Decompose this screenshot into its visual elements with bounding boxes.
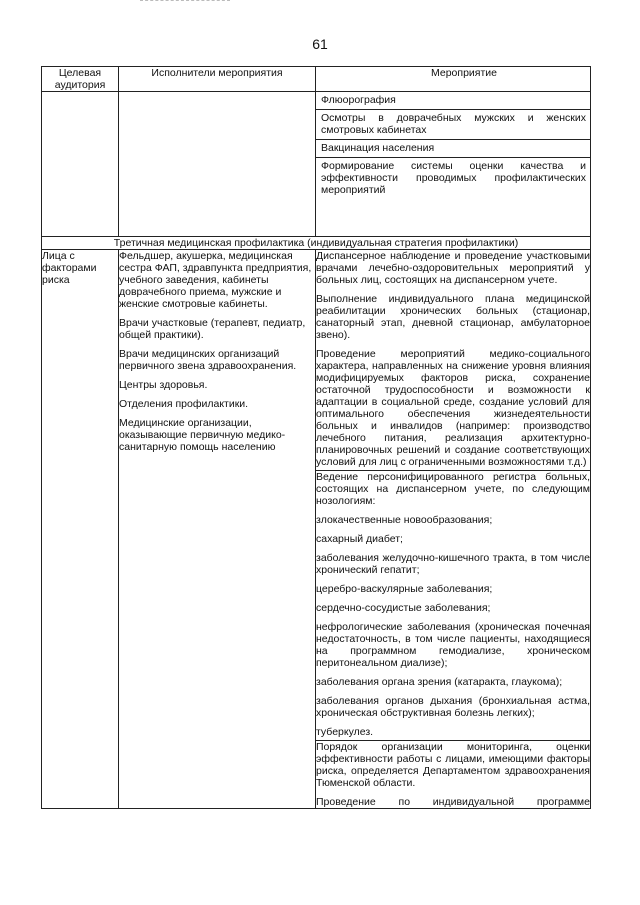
risk-audience: Лица с факторами риска [42, 250, 119, 809]
risk-group-row [42, 250, 591, 471]
registry-item: заболевания желудочно-кишечного тракта, в том числе хронический гепатит; [316, 552, 590, 576]
activity-item: Выполнение индивидуального плана медицинской реабилитации хронических больных (стационар, санаторный этап, дневной стационар, амбулаторное звено). [316, 293, 590, 341]
scan-artifact [140, 0, 230, 5]
activities-block-2 [316, 741, 591, 809]
registry-item: Ведение персонифицированного регистра больных, состоящих на диспансерном учете, по следующим нозологиям: [316, 471, 590, 507]
section-title: Третичная медицинская профилактика (индивидуальная стратегия профилактики) [42, 237, 591, 250]
registry-item: туберкулез. [316, 726, 374, 738]
section-row [42, 237, 591, 250]
continued-target-cell [42, 92, 119, 237]
table-header-row [42, 67, 591, 92]
activity-item: Порядок организации мониторинга, оценки эффективности работы с лицами, имеющими факторы риска, определяется Департаментом здравоохранения Тюменской области. [316, 741, 590, 789]
activity-item: Проведение по индивидуальной программе [316, 796, 590, 808]
continued-activities-cell [316, 92, 591, 237]
registry-item: нефрологические заболевания (хроническая почечная недостаточность, в том числе пациенты, находящиеся на программном гемодиализе, хроническом перитонеальном диализе); [316, 621, 590, 669]
registry-block [316, 471, 591, 741]
header-activity: Мероприятие [316, 67, 591, 92]
executor-item: Центры здоровья. [119, 379, 208, 391]
header-target: Целевая аудитория [42, 67, 119, 92]
registry-item: злокачественные новообразования; [316, 514, 493, 526]
page-number: 61 [312, 36, 328, 52]
executor-item: Врачи медицинских организаций первичного звена здравоохранения. [119, 348, 297, 372]
activity-item: Диспансерное наблюдение и проведение участковыми врачами лечебно-оздоровительных мероприятий у больных лиц, состоящих на диспансерном учете. [316, 250, 590, 286]
header-executors: Исполнители мероприятия [119, 67, 316, 92]
activity-item: Флюорография [321, 94, 396, 106]
registry-item: заболевания органов дыхания (бронхиальная астма, хроническая обструктивная болезнь легких); [316, 695, 590, 719]
registry-item: сахарный диабет; [316, 533, 403, 545]
risk-executors-cell [119, 250, 316, 809]
activity-item: Проведение мероприятий медико-социального характера, направленных на снижение уровня влияния модифицируемых факторов риска, сохранение остаточной трудоспособности и возможности к адаптации в социальной среде, создание условий для оптимального обеспечения жизнедеятельности больных и инвалидов (например: производство лечебного питания, реализация архитектурно-планировочных решений и создание соответствующих условий для лиц с ограниченными возможностями т.д.) [316, 348, 590, 468]
executor-item: Медицинские организации, оказывающие первичную медико-санитарную помощь населению [119, 417, 286, 453]
continued-row [42, 92, 591, 237]
executor-item: Отделения профилактики. [119, 398, 249, 410]
prevention-table [41, 66, 591, 809]
activity-item: Осмотры в доврачебных мужских и женских смотровых кабинетах [315, 109, 590, 139]
registry-item: заболевания органа зрения (катаракта, глаукома); [316, 676, 563, 688]
activities-block-1 [316, 250, 591, 471]
registry-item: сердечно-сосудистые заболевания; [316, 602, 491, 614]
executor-item: Врачи участковые (терапевт, педиатр, общей практики). [119, 317, 306, 341]
registry-item: церебро-васкулярные заболевания; [316, 583, 493, 595]
executor-item: Фельдшер, акушерка, медицинская сестра ФАП, здравпункта предприятия, учебного заведения, кабинеты доврачебного приема, мужские и женские смотровые кабинеты. [119, 250, 312, 310]
activity-item: Формирование системы оценки качества и эффективности проводимых профилактических мероприятий [315, 157, 590, 199]
continued-executors-cell [119, 92, 316, 237]
activity-item: Вакцинация населения [315, 139, 590, 157]
